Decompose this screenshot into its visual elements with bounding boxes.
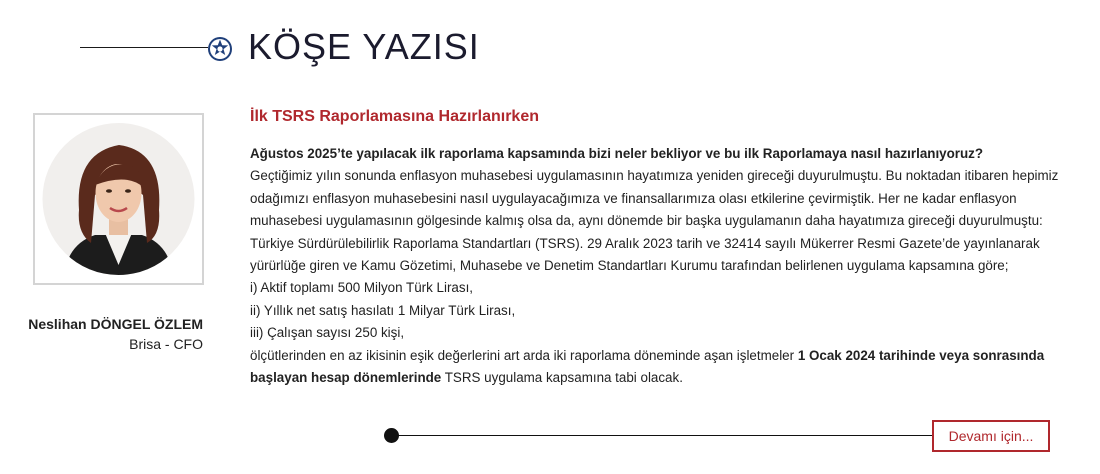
closing-text-bold: 1 Ocak 2024 tarihinde veya sonrasında başlayan hesap dönemlerinde bbox=[250, 347, 1045, 386]
author-role: Brisa - CFO bbox=[129, 336, 203, 352]
bottom-divider-line bbox=[398, 435, 933, 436]
criteria-item-3: iii) Çalışan sayısı 250 kişi, bbox=[250, 325, 405, 341]
closing-text-end: TSRS uygulama kapsamına tabi olacak. bbox=[441, 370, 683, 386]
article-title[interactable]: İlk TSRS Raporlamasına Hazırlanırken bbox=[250, 108, 539, 125]
divider-dot bbox=[384, 428, 399, 443]
author-portrait-icon bbox=[35, 115, 202, 283]
closing-text-start: ölçütlerinden en az ikisinin eşik değerlerini art arda iki raporlama döneminde aşan işletmeler bbox=[250, 347, 798, 363]
article-body bbox=[250, 143, 1060, 389]
criteria-item-2: ii) Yıllık net satış hasılatı 1 Milyar Türk Lirası, bbox=[250, 302, 516, 318]
star-badge-icon bbox=[207, 36, 233, 62]
read-more-button[interactable]: Devamı için... bbox=[932, 420, 1050, 452]
article-closing bbox=[250, 345, 1060, 390]
author-name: Neslihan DÖNGEL ÖZLEM bbox=[28, 316, 203, 332]
article-lead: Ağustos 2025’te yapılacak ilk raporlama kapsamında bizi neler bekliyor ve bu ilk Raporlamaya nasıl hazırlanıyoruz? bbox=[250, 146, 984, 161]
article-intro: Geçtiğimiz yılın sonunda enflasyon muhasebesi uygulamasının hayatımıza yeniden gireceği duyurulmuştu. Bu noktadan itibaren hepimiz odağımızı enflasyon muhasebesini nasıl uygulayacağımıza ve finansallarımıza olası etkilerine çevirmiştik. Her ne kadar enflasyon muhasebesi uygulamasının gölgesinde kalmış olsa da, aynı dönemde bir başka uygulamanın daha hayatımıza gireceği duyurulmuştu: Türkiye Sürdürülebilirlik Raporlama Standartları (TSRS). 29 Aralık 2023 tarih ve 32414 sayılı Mükerrer Resmi Gazete’de yayınlanarak yürürlüğe giren ve Kamu Gözetimi, Muhasebe ve Denetim Standartları Kurumu tarafından belirlenen uygulama kapsamına göre; bbox=[250, 168, 1059, 274]
section-title: KÖŞE YAZISI bbox=[248, 26, 480, 67]
author-photo bbox=[33, 113, 204, 285]
criteria-item-1: i) Aktif toplamı 500 Milyon Türk Lirası, bbox=[250, 280, 474, 296]
header-divider-line bbox=[80, 47, 208, 48]
